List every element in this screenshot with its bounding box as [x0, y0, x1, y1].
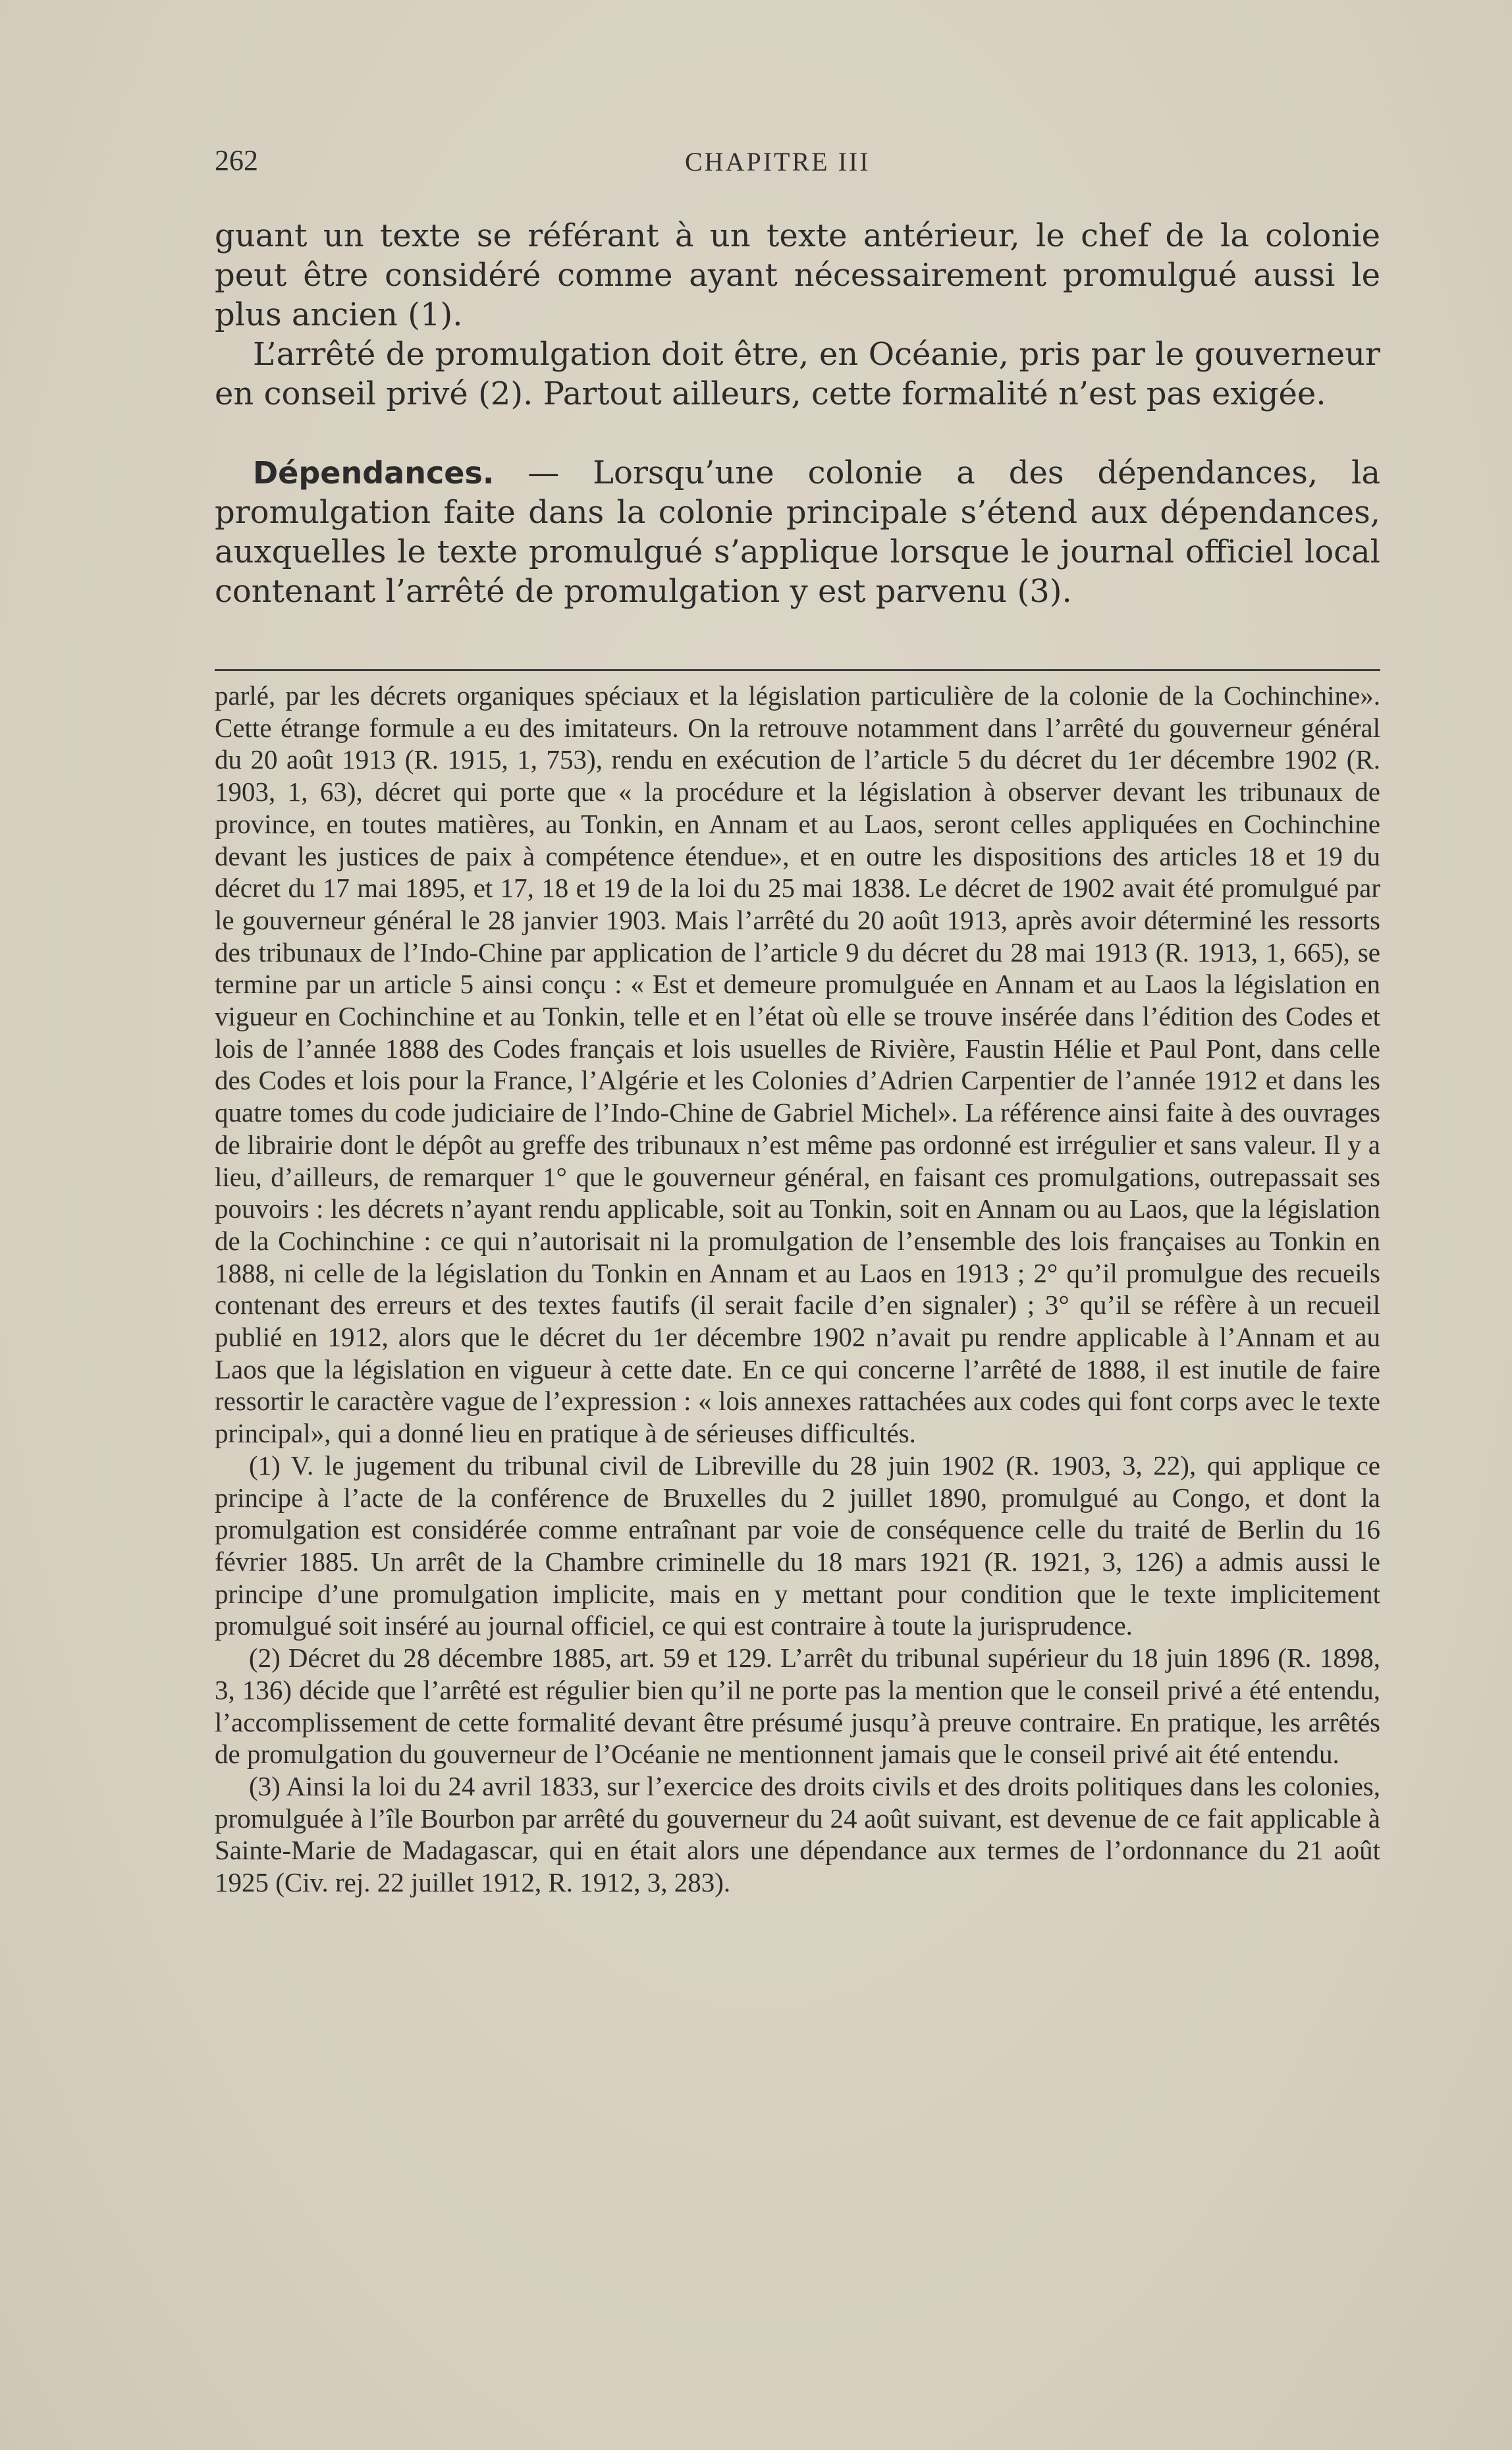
paragraph-continuation: guant un texte se référant à un texte antérieur, le chef de la colonie peut être considéré comme ayant nécessairement promulgué aussi le plus ancien (1).: [215, 217, 1380, 333]
page-number: 262: [215, 144, 258, 177]
paragraph-dependances: [215, 453, 1380, 611]
section-body: — Lorsqu’une colonie a des dépendances, la promulgation faite dans la colonie principale s’étend aux dépendances, auxquelles le texte promulgué s’applique lorsque le journal officiel local contenant l’arrêté de promulgation y est parvenu (3).: [215, 454, 1380, 610]
page-header: [215, 144, 1380, 183]
footnote-2: (2) Décret du 28 décembre 1885, art. 59 et 129. L’arrêt du tribunal supérieur du 18 juin 1896 (R. 1898, 3, 136) décide que l’arrêté est régulier bien qu’il ne porte pas la mention que le conseil privé a été entendu, l’accomplissement de cette formalité devant être présumé jusqu’à preuve contraire. En pratique, les arrêtés de promulgation du gouverneur de l’Océanie ne mentionnent jamais que le conseil privé ait été entendu.: [215, 1643, 1380, 1770]
footnote-1: (1) V. le jugement du tribunal civil de Libreville du 28 juin 1902 (R. 1903, 3, 22), qui applique ce principe à l’acte de la conférence de Bruxelles du 2 juillet 1890, promulgué au Congo, et dont la promulgation est considérée comme entraînant par voie de conséquence celle du traité de Berlin du 16 février 1885. Un arrêt de la Chambre criminelle du 18 mars 1921 (R. 1921, 3, 126) a admis aussi le principe d’une promulgation implicite, mais en y mettant pour condition que le texte implicitement promulgué soit inséré au journal officiel, ce qui est contraire à toute la jurisprudence.: [215, 1450, 1380, 1641]
paragraph-promulgation-oceanie: L’arrêté de promulgation doit être, en Océanie, pris par le gouverneur en conseil privé (2). Partout ailleurs, cette formalité n’est pas exigée.: [215, 336, 1380, 412]
footnote-divider: [215, 669, 1380, 671]
main-text: [215, 216, 1380, 611]
footnotes: [215, 680, 1380, 1899]
footnote-continuation: parlé, par les décrets organiques spéciaux et la législation particulière de la colonie de la Cochinchine». Cette étrange formule a eu des imitateurs. On la retrouve notamment dans l’arrêté du gouverneur général du 20 août 1913 (R. 1915, 1, 753), rendu en exécution de l’article 5 du décret du 1er décembre 1902 (R. 1903, 1, 63), décret qui porte que « la procédure et la législation à observer devant les tribunaux de province, en toutes matières, au Tonkin, en Annam et au Laos, seront celles appliquées en Cochinchine devant les justices de paix à compétence étendue», et en outre les dispositions des articles 18 et 19 du décret du 17 mai 1895, et 17, 18 et 19 de la loi du 25 mai 1838. Le décret de 1902 avait été promulgué par le gouverneur général le 28 janvier 1903. Mais l’arrêté du 20 août 1913, après avoir déterminé les ressorts des tribunaux de l’Indo-Chine par application de l’article 9 du décret du 28 mai 1913 (R. 1913, 1, 665), se termine par un article 5 ainsi conçu : « Est et demeure promulguée en Annam et au Laos la législation en vigueur en Cochinchine et au Tonkin, telle et en l’état où elle se trouve insérée dans l’édition des Codes et lois de l’année 1888 des Codes français et lois usuelles de Rivière, Faustin Hélie et Paul Pont, dans celle des Codes et lois pour la France, l’Algérie et les Colonies d’Adrien Carpentier de l’année 1912 et dans les quatre tomes du code judiciaire de l’Indo-Chine de Gabriel Michel». La référence ainsi faite à des ouvrages de librairie dont le dépôt au greffe des tribunaux n’est même pas ordonné est irrégulier et sans valeur. Il y a lieu, d’ailleurs, de remarquer 1° que le gouverneur général, en faisant ces promulgations, outrepassait ses pouvoirs : les décrets n’ayant rendu applicable, soit au Tonkin, soit en Annam ou au Laos, que la législation de la Cochinchine : ce qui n’autorisait ni la promulgation de l’ensemble des lois françaises au Tonkin en 1888, ni celle de la législation du Tonkin en Annam et au Laos en 1913 ; 2° qu’il promulgue des recueils contenant des erreurs et des textes fautifs (il serait facile d’en signaler) ; 3° qu’il se réfère à un recueil publié en 1912, alors que le décret du 1er décembre 1902 n’avait pu rendre applicable à l’Annam et au Laos que la législation en vigueur à cette date. En ce qui concerne l’arrêté de 1888, il est inutile de faire ressortir le caractère vague de l’expression : « lois annexes rattachées aux codes qui font corps avec le texte principal», qui a donné lieu en pratique à de sérieuses difficultés.: [215, 680, 1380, 1449]
footnote-3: (3) Ainsi la loi du 24 avril 1833, sur l’exercice des droits civils et des droits politiques dans les colonies, promulguée à l’île Bourbon par arrêté du gouverneur du 24 août suivant, est devenue de ce fait applicable à Sainte-Marie de Madagascar, qui en était alors une dépendance aux termes de l’ordonnance du 21 août 1925 (Civ. rej. 22 juillet 1912, R. 1912, 3, 283).: [215, 1770, 1380, 1898]
section-title: Dépendances.: [253, 455, 495, 491]
running-head: CHAPITRE III: [685, 147, 871, 177]
